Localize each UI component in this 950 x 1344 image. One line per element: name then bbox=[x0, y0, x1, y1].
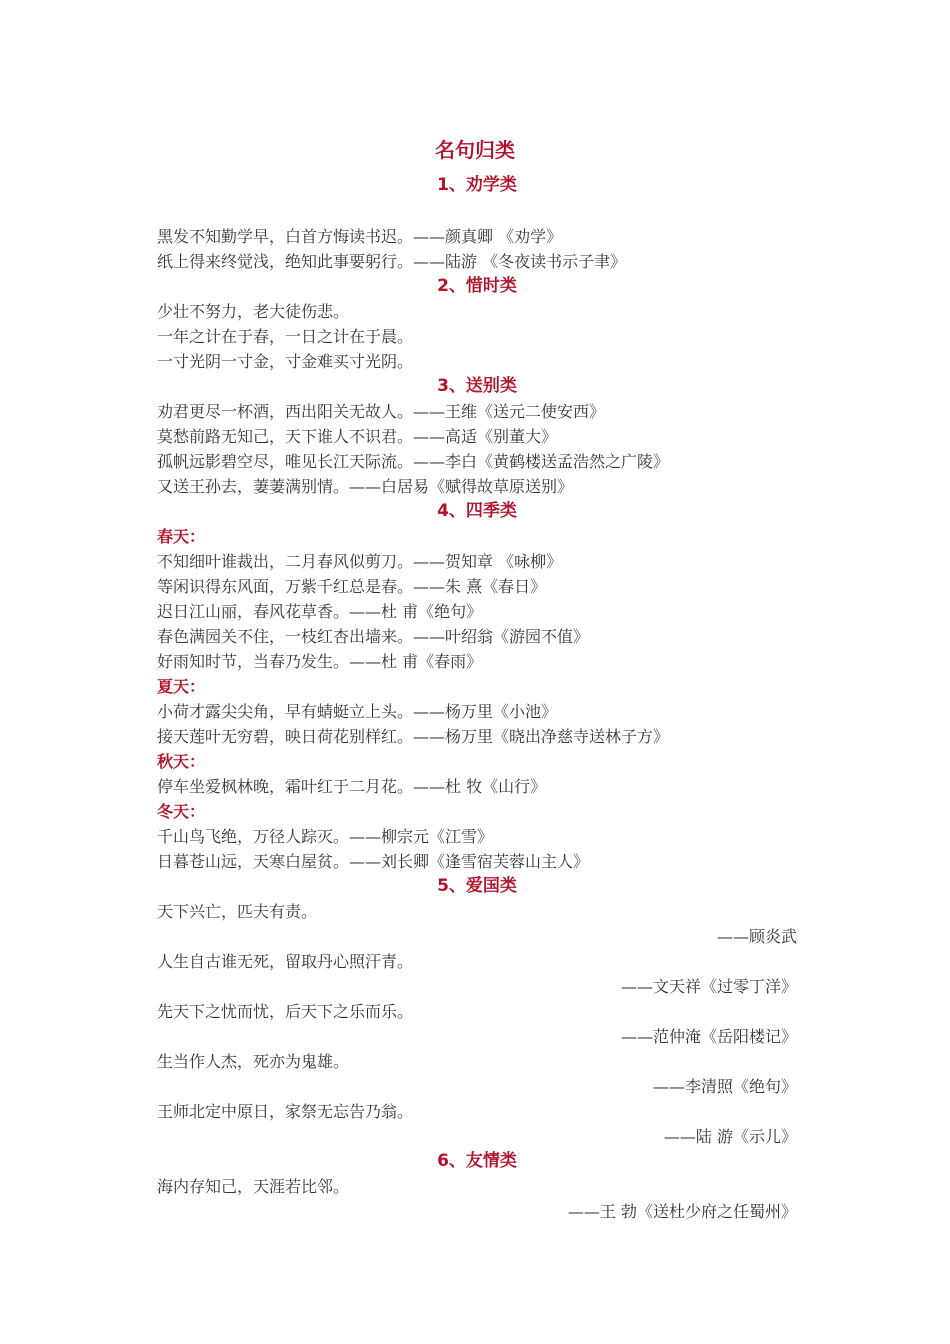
quote-line: 生当作人杰，死亦为鬼雄。 bbox=[157, 1052, 350, 1071]
quote-author: ——李清照《绝句》 bbox=[652, 1077, 797, 1096]
quote-line: 迟日江山丽，春风花草香。——杜 甫《绝句》 bbox=[157, 602, 483, 621]
quote-line: 一年之计在于春，一日之计在于晨。 bbox=[157, 327, 414, 346]
quote-line: 先天下之忧而忧，后天下之乐而乐。 bbox=[157, 1002, 414, 1021]
quote-line: 日暮苍山远，天寒白屋贫。——刘长卿《逢雪宿芙蓉山主人》 bbox=[157, 852, 590, 871]
quote-line: 天下兴亡，匹夫有责。 bbox=[157, 902, 318, 921]
quote-line: 春色满园关不住，一枝红杏出墙来。——叶绍翁《游园不值》 bbox=[157, 627, 590, 646]
quote-line: 海内存知己，天涯若比邻。 bbox=[157, 1177, 350, 1196]
quote-line: 王师北定中原日，家祭无忘告乃翁。 bbox=[157, 1102, 414, 1121]
quote-author: ——范仲淹《岳阳楼记》 bbox=[620, 1027, 797, 1046]
quote-line: 孤帆远影碧空尽，唯见长江天际流。——李白《黄鹤楼送孟浩然之广陵》 bbox=[157, 452, 670, 471]
quote-line: 好雨知时节，当春乃发生。——杜 甫《春雨》 bbox=[157, 652, 483, 671]
quote-line: 小荷才露尖尖角，早有蜻蜓立上头。——杨万里《小池》 bbox=[157, 702, 558, 721]
quote-line: 劝君更尽一杯酒，西出阳关无故人。——王维《送元二使安西》 bbox=[157, 402, 606, 421]
document-body bbox=[157, 173, 797, 1224]
season-label-autumn: 秋天： bbox=[157, 752, 206, 771]
quote-line: 人生自古谁无死，留取丹心照汗青。 bbox=[157, 952, 414, 971]
quote-line: 一寸光阴一寸金，寸金难买寸光阴。 bbox=[157, 352, 414, 371]
section-heading-youqing: 6、友情类 bbox=[437, 1151, 517, 1171]
section-heading-songbie: 3、送别类 bbox=[437, 376, 517, 396]
season-label-winter: 冬天： bbox=[157, 802, 206, 821]
page-title: 名句归类 bbox=[435, 138, 515, 162]
quote-author: ——文天祥《过零丁洋》 bbox=[620, 977, 797, 996]
quote-line: 少壮不努力，老大徒伤悲。 bbox=[157, 302, 350, 321]
section-heading-aiguo: 5、爱国类 bbox=[437, 876, 517, 896]
quote-line: 接天莲叶无穷碧，映日荷花别样红。——杨万里《晓出净慈寺送林子方》 bbox=[157, 727, 670, 746]
quote-line: 又送王孙去，萋萋满别情。——白居易《赋得故草原送别》 bbox=[157, 477, 574, 496]
season-label-summer: 夏天： bbox=[157, 677, 206, 696]
quote-author: ——陆 游《示儿》 bbox=[663, 1127, 797, 1146]
quote-line: 千山鸟飞绝，万径人踪灭。——柳宗元《江雪》 bbox=[157, 827, 494, 846]
quote-line: 莫愁前路无知己，天下谁人不识君。——高适《别董大》 bbox=[157, 427, 558, 446]
quote-line: 纸上得来终觉浅，绝知此事要躬行。——陆游 《冬夜读书示子聿》 bbox=[157, 252, 627, 271]
section-heading-siji: 4、四季类 bbox=[437, 501, 517, 521]
quote-line: 黑发不知勤学早，白首方悔读书迟。——颜真卿 《劝学》 bbox=[157, 227, 563, 246]
quote-author: ——顾炎武 bbox=[716, 927, 797, 946]
season-label-spring: 春天： bbox=[157, 527, 206, 546]
quote-line: 不知细叶谁裁出，二月春风似剪刀。——贺知章 《咏柳》 bbox=[157, 552, 563, 571]
quote-line: 停车坐爱枫林晚，霜叶红于二月花。——杜 牧《山行》 bbox=[157, 777, 547, 796]
quote-author: ——王 勃《送杜少府之任蜀州》 bbox=[567, 1202, 797, 1221]
section-heading-xishi: 2、惜时类 bbox=[437, 276, 517, 296]
quote-line: 等闲识得东风面，万紫千红总是春。——朱 熹《春日》 bbox=[157, 577, 547, 596]
section-heading-quanxue: 1、劝学类 bbox=[437, 175, 517, 195]
